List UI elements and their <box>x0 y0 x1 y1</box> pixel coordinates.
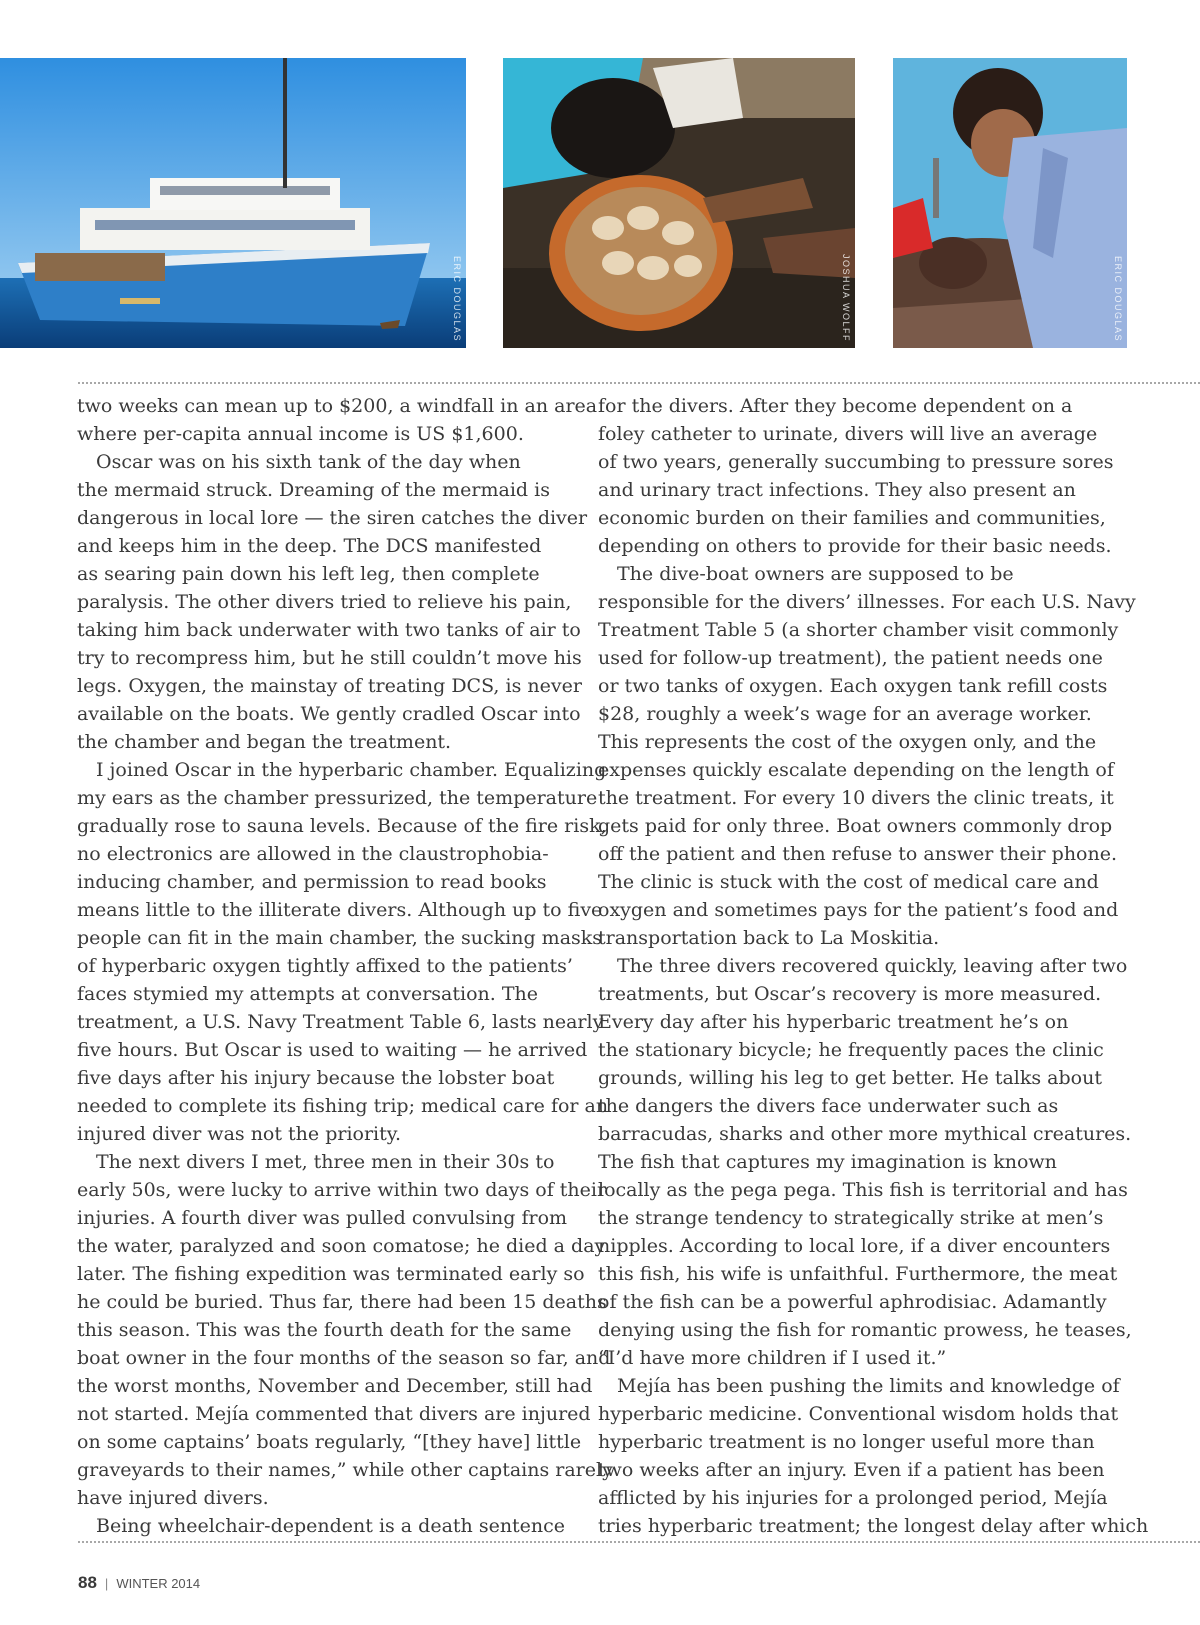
article-column-left <box>77 392 613 1540</box>
text-line: the treatment. For every 10 divers the clinic treats, it <box>598 787 1114 809</box>
text-line: gets paid for only three. Boat owners commonly drop <box>598 815 1113 837</box>
text-line: economic burden on their families and communities, <box>598 507 1106 529</box>
text-line: of the fish can be a powerful aphrodisiac. Adamantly <box>598 1291 1107 1313</box>
text-line: graveyards to their names,” while other captains rarely <box>77 1459 613 1481</box>
text-line: means little to the illiterate divers. Although up to five <box>77 899 603 921</box>
text-line: nipples. According to local lore, if a diver encounters <box>598 1235 1111 1257</box>
issue-label: WINTER 2014 <box>116 1576 201 1591</box>
text-line: I joined Oscar in the hyperbaric chamber. Equalizing <box>96 759 607 781</box>
text-line: tries hyperbaric treatment; the longest delay after which <box>598 1515 1149 1537</box>
text-line: available on the boats. We gently cradled Oscar into <box>77 703 581 725</box>
text-line: Oscar was on his sixth tank of the day when <box>96 451 521 473</box>
text-line: legs. Oxygen, the mainstay of treating DCS, is never <box>77 675 582 697</box>
page-footer <box>78 1573 200 1593</box>
text-line: The fish that captures my imagination is known <box>598 1151 1057 1173</box>
text-line: The three divers recovered quickly, leaving after two <box>617 955 1128 977</box>
article-column-right <box>598 392 1149 1540</box>
text-line: Mejía has been pushing the limits and knowledge of <box>617 1375 1120 1397</box>
text-line: oxygen and sometimes pays for the patient’s food and <box>598 899 1119 921</box>
text-line: my ears as the chamber pressurized, the temperature <box>77 787 598 809</box>
text-line: injuries. A fourth diver was pulled convulsing from <box>77 1207 568 1229</box>
text-line: of two years, generally succumbing to pressure sores <box>598 451 1114 473</box>
text-line: needed to complete its fishing trip; medical care for an <box>77 1095 609 1117</box>
text-line: foley catheter to urinate, divers will live an average <box>598 423 1098 445</box>
text-line: taking him back underwater with two tanks of air to <box>77 619 581 641</box>
photo-credit: JOSHUA WOLFF <box>841 253 851 342</box>
text-line: no electronics are allowed in the claustrophobia- <box>77 843 549 865</box>
text-line: for the divers. After they become dependent on a <box>598 395 1073 417</box>
text-line: paralysis. The other divers tried to relieve his pain, <box>77 591 572 613</box>
text-line: The clinic is stuck with the cost of medical care and <box>598 871 1099 893</box>
text-line: and keeps him in the deep. The DCS manifested <box>77 535 542 557</box>
text-line: hyperbaric treatment is no longer useful more than <box>598 1431 1095 1453</box>
text-line: treatment, a U.S. Navy Treatment Table 6, lasts nearly <box>77 1011 604 1033</box>
text-line: faces stymied my attempts at conversation. The <box>77 983 539 1005</box>
text-line: this fish, his wife is unfaithful. Furthermore, the meat <box>598 1263 1118 1285</box>
text-line: transportation back to La Moskitia. <box>598 927 940 949</box>
bottom-divider <box>78 1541 1200 1543</box>
text-line: as searing pain down his left leg, then complete <box>77 563 540 585</box>
text-line: Every day after his hyperbaric treatment he’s on <box>598 1011 1069 1033</box>
text-line: responsible for the divers’ illnesses. For each U.S. Navy <box>598 591 1136 613</box>
text-line: or two tanks of oxygen. Each oxygen tank refill costs <box>598 675 1108 697</box>
photo-credit: ERIC DOUGLAS <box>452 255 462 342</box>
text-line: off the patient and then refuse to answer their phone. <box>598 843 1118 865</box>
text-line: dangerous in local lore — the siren catches the diver <box>77 507 588 529</box>
page-number: 88 <box>78 1573 97 1592</box>
text-line: Being wheelchair-dependent is a death sentence <box>96 1515 566 1537</box>
photo-lobster-basket <box>503 58 855 348</box>
text-line: of hyperbaric oxygen tightly affixed to the patients’ <box>77 955 573 977</box>
text-line: early 50s, were lucky to arrive within two days of their <box>77 1179 607 1201</box>
text-line: he could be buried. Thus far, there had been 15 deaths <box>77 1291 607 1313</box>
text-line: inducing chamber, and permission to read books <box>77 871 547 893</box>
text-line: afflicted by his injuries for a prolonged period, Mejía <box>598 1487 1108 1509</box>
text-line: and urinary tract infections. They also present an <box>598 479 1076 501</box>
photo-dive-boat <box>0 58 466 348</box>
text-line: five hours. But Oscar is used to waiting — he arrived <box>77 1039 588 1061</box>
text-line: two weeks after an injury. Even if a patient has been <box>598 1459 1105 1481</box>
text-line: denying using the fish for romantic prowess, he teases, <box>598 1319 1132 1341</box>
text-line: gradually rose to sauna levels. Because of the fire risk, <box>77 815 607 837</box>
text-line: later. The fishing expedition was terminated early so <box>77 1263 585 1285</box>
photo-credit: ERIC DOUGLAS <box>1113 255 1123 342</box>
text-line: the water, paralyzed and soon comatose; he died a day <box>77 1235 606 1257</box>
text-line: $28, roughly a week’s wage for an average worker. <box>598 703 1092 725</box>
text-line: not started. Mejía commented that divers are injured <box>77 1403 591 1425</box>
text-line: this season. This was the fourth death for the same <box>77 1319 572 1341</box>
text-line: hyperbaric medicine. Conventional wisdom holds that <box>598 1403 1119 1425</box>
text-line: on some captains’ boats regularly, “[they have] little <box>77 1431 582 1453</box>
footer-separator: | <box>104 1576 109 1591</box>
text-line: Treatment Table 5 (a shorter chamber visit commonly <box>598 619 1119 641</box>
text-line: injured diver was not the priority. <box>77 1123 402 1145</box>
text-line: The next divers I met, three men in their 30s to <box>96 1151 555 1173</box>
text-line: used for follow-up treatment), the patient needs one <box>598 647 1103 669</box>
text-line: two weeks can mean up to $200, a windfall in an area <box>77 395 598 417</box>
text-line: grounds, willing his leg to get better. He talks about <box>598 1067 1102 1089</box>
text-line: the chamber and began the treatment. <box>77 731 452 753</box>
text-line: depending on others to provide for their basic needs. <box>598 535 1112 557</box>
text-line: the strange tendency to strategically strike at men’s <box>598 1207 1104 1229</box>
top-divider <box>78 382 1200 384</box>
text-line: five days after his injury because the lobster boat <box>77 1067 555 1089</box>
text-line: the dangers the divers face underwater such as <box>598 1095 1059 1117</box>
text-line: try to recompress him, but he still couldn’t move his <box>77 647 582 669</box>
text-line: people can fit in the main chamber, the sucking masks <box>77 927 603 949</box>
text-line: This represents the cost of the oxygen only, and the <box>598 731 1097 753</box>
text-line: the mermaid struck. Dreaming of the mermaid is <box>77 479 550 501</box>
text-line: barracudas, sharks and other more mythical creatures. <box>598 1123 1132 1145</box>
text-line: The dive-boat owners are supposed to be <box>617 563 1014 585</box>
text-line: treatments, but Oscar’s recovery is more measured. <box>598 983 1102 1005</box>
text-line: where per-capita annual income is US $1,600. <box>77 423 524 445</box>
text-line: have injured divers. <box>77 1487 269 1509</box>
text-line: expenses quickly escalate depending on the length of <box>598 759 1114 781</box>
text-line: locally as the pega pega. This fish is territorial and has <box>598 1179 1128 1201</box>
text-line: boat owner in the four months of the season so far, and <box>77 1347 611 1369</box>
photo-doctor-exam <box>893 58 1127 348</box>
text-line: the worst months, November and December, still had <box>77 1375 593 1397</box>
text-line: the stationary bicycle; he frequently paces the clinic <box>598 1039 1104 1061</box>
text-line: “I’d have more children if I used it.” <box>598 1347 947 1369</box>
